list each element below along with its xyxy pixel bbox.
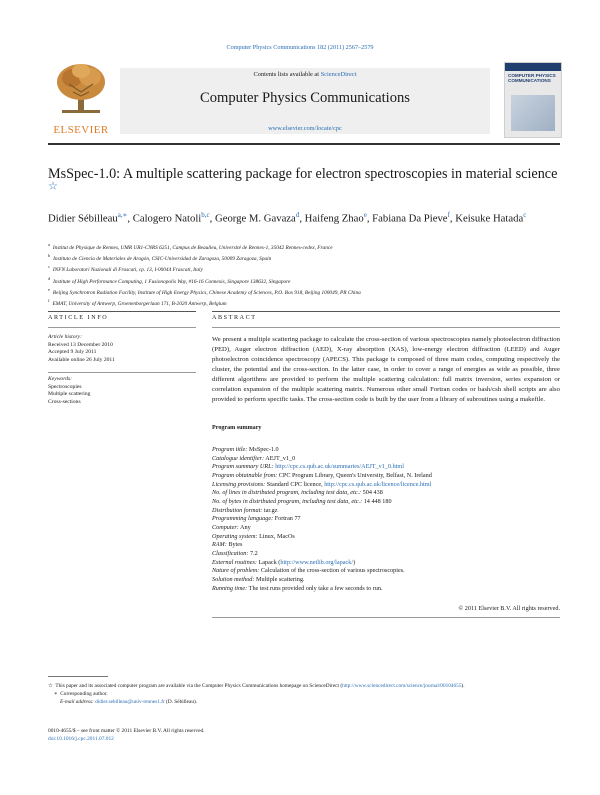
author-separator: , xyxy=(127,212,133,225)
summary-key: External routines: xyxy=(212,558,257,566)
keywords-rule xyxy=(48,372,196,373)
affiliation-text: Institut de Physique de Rennes, UMR UR1-CNRS 6251, Campus de Beaulieu, Université de Rennes-1, 35042 Rennes-cedex, France xyxy=(52,244,333,251)
author-affiliation-marker[interactable]: d xyxy=(295,211,300,219)
program-summary-row xyxy=(212,541,560,550)
summary-suffix: ) xyxy=(353,558,356,566)
footnote-star-close: ). xyxy=(461,683,465,689)
author-affiliation-marker[interactable]: a,∗ xyxy=(117,211,128,219)
author-name: Calogero Natoli xyxy=(132,212,202,225)
abstract-rule xyxy=(212,311,560,312)
author-affiliation-marker[interactable]: e xyxy=(363,211,367,219)
email-owner: (D. Sébilleau). xyxy=(164,699,198,706)
abstract-subrule xyxy=(212,327,560,328)
summary-value: Bytes xyxy=(226,541,243,549)
affiliation-marker: d xyxy=(48,275,51,281)
abstract-end-rule xyxy=(212,617,560,618)
program-summary-row xyxy=(212,515,560,524)
summary-key: Solution method: xyxy=(212,575,255,583)
affiliation-text: Beijing Synchrotron Radiation Facility, Institute of High Energy Physics, Chinese Academy of Sciences, P.O. Box 918, Beijing 100049, PR China xyxy=(52,289,361,296)
cover-band xyxy=(505,63,561,71)
affiliation-marker: c xyxy=(48,264,50,270)
summary-value: 504 438 xyxy=(361,489,383,497)
article-info-rule xyxy=(48,311,196,312)
corr-text: Corresponding author. xyxy=(60,691,108,698)
summary-value: Standard CPC licence, xyxy=(265,480,325,488)
summary-value: Lapack ( xyxy=(256,558,281,566)
summary-value: Fortran 77 xyxy=(273,515,301,523)
program-summary-row xyxy=(212,481,560,490)
issn-line: 0010-4655/$ – see front matter © 2011 Elsevier B.V. All rights reserved. xyxy=(48,728,205,734)
issn-block xyxy=(48,727,560,744)
affiliation xyxy=(48,275,568,286)
summary-key: Licensing provisions: xyxy=(212,480,266,488)
program-summary-row xyxy=(212,524,560,533)
program-summary-row xyxy=(212,463,560,472)
summary-value: Any xyxy=(238,523,251,531)
summary-key: Distribution format: xyxy=(212,506,263,514)
history-online: Available online 26 July 2011 xyxy=(48,356,115,363)
email-link[interactable]: didier.sebilleau@univ-rennes1.fr xyxy=(95,699,165,706)
affiliation-text: Instituto de Ciencia de Materiales de Aragón, CSIC-Universidad de Zaragoza, 50009 Zaragoza, Spain xyxy=(53,255,272,262)
program-summary-row xyxy=(212,567,560,576)
summary-value: CPC Program Library, Queen's University, Belfast, N. Ireland xyxy=(277,471,432,479)
contents-prefix: Contents lists available at xyxy=(253,71,321,78)
summary-value: tar.gz xyxy=(262,506,278,514)
keyword: Multiple scattering xyxy=(48,391,91,398)
footnote-rule xyxy=(48,676,108,677)
summary-link[interactable]: http://cpc.cs.qub.ac.uk/licence/licence.html xyxy=(324,480,432,488)
summary-link[interactable]: http://www.netlib.org/lapack/ xyxy=(280,558,354,566)
program-summary-row xyxy=(212,576,560,585)
email-note xyxy=(48,698,560,706)
summary-value: The test runs provided only take a few seconds to run. xyxy=(247,584,383,592)
affiliation-text: Institute of High Performance Computing, 1 Fusionopolis Way, #16-16 Connexis, Singapore 138632, Singapore xyxy=(53,278,291,285)
masthead-rule xyxy=(48,143,560,145)
sciencedirect-homepage-link[interactable]: http://www.sciencedirect.com/science/journal/00104655 xyxy=(342,683,462,689)
summary-key: No. of bytes in distributed program, including test data, etc.: xyxy=(212,497,363,505)
summary-value: 14 448 180 xyxy=(362,497,392,505)
author-affiliation-marker[interactable]: f xyxy=(447,211,450,219)
author-name: Haifeng Zhao xyxy=(304,212,364,225)
summary-key: No. of lines in distributed program, including test data, etc.: xyxy=(212,489,362,497)
paper-title xyxy=(48,166,568,200)
author-separator: , xyxy=(209,212,215,225)
email-label: E-mail address: xyxy=(60,699,94,706)
program-summary-row xyxy=(212,446,560,455)
affiliation-marker: a xyxy=(48,242,50,247)
keywords-block xyxy=(48,376,196,406)
summary-key: Programming language: xyxy=(212,515,274,523)
program-summary-row xyxy=(212,550,560,559)
program-summary-row xyxy=(212,498,560,507)
affiliation xyxy=(48,263,568,274)
abstract-text: We present a multiple scattering package to calculate the cross-section of various spectroscopies namely photoelectron diffraction (PED), Auger electron diffraction (AED), X-ray absorption (XAS), low-energy electron diffraction (LEED) and Auger photoelectron coincidence spectroscopy (APECS). This package is composed of three main codes, computing respectively the cluster, the potential and the cross-section. In the latter case, in order to cover a range of energies as wide as possible, three different algorithms are provided to perform the multiple scattering calculation: full matrix inversion, series expansion or correlation expansion of the multiple scattering matrix. Numerous other small Fortran codes or bash/csh shell scripts are also provided to perform specific tasks. The cross-section code is built by the user from a library of subroutines using a makefile. xyxy=(212,336,560,403)
masthead xyxy=(48,60,564,138)
journal-cover-thumbnail xyxy=(504,62,562,138)
affiliation-list xyxy=(48,241,568,308)
publisher-name: ELSEVIER xyxy=(53,124,109,136)
title-footnote-star[interactable]: ☆ xyxy=(48,180,58,193)
author-affiliation-marker[interactable]: c xyxy=(523,211,527,219)
program-summary-row xyxy=(212,585,560,594)
affiliation-text: INFN Laboratori Nazionali di Frascati, cp. 13, I-00044 Frascati, Italy xyxy=(52,267,203,274)
journal-reference[interactable]: Computer Physics Communications 182 (2011) 2567–2579 xyxy=(226,44,374,51)
footnote-star-text: This paper and its associated computer program are available via the Computer Physics Communications homepage on ScienceDirect ( xyxy=(55,683,343,689)
summary-key: Program summary URL: xyxy=(212,463,274,471)
affiliation-marker: e xyxy=(48,286,50,292)
affiliation-marker: f xyxy=(48,297,50,303)
summary-value: MsSpec-1.0 xyxy=(247,446,279,453)
journal-banner xyxy=(120,68,490,134)
author-name: Didier Sébilleau xyxy=(48,212,118,225)
affiliation xyxy=(48,286,568,297)
summary-key: Program obtainable from: xyxy=(212,471,278,479)
cover-title: COMPUTER PHYSICS COMMUNICATIONS xyxy=(508,73,556,84)
program-summary xyxy=(212,446,560,593)
copyright-line: © 2011 Elsevier B.V. All rights reserved. xyxy=(458,605,560,612)
summary-key: Nature of problem: xyxy=(212,567,260,575)
program-summary-heading: Program summary xyxy=(212,425,262,431)
summary-key: Operating system: xyxy=(212,532,258,540)
keyword: Cross-sections xyxy=(48,398,81,405)
summary-key: Running time: xyxy=(212,584,248,592)
abstract-heading: ABSTRACT xyxy=(212,315,257,321)
cover-artwork xyxy=(511,95,555,131)
affiliation xyxy=(48,252,568,263)
author-name: George M. Gavaza xyxy=(214,212,296,225)
sciencedirect-link[interactable]: ScienceDirect xyxy=(320,71,357,78)
article-info-heading: ARTICLE INFO xyxy=(48,315,109,321)
program-summary-row xyxy=(212,472,560,481)
summary-key: RAM: xyxy=(212,541,227,549)
author-list xyxy=(48,208,568,227)
summary-value: Linux, MacOs xyxy=(257,532,295,540)
author-affiliation-marker[interactable]: b,c xyxy=(201,211,210,219)
doi-link[interactable]: doi:10.1016/j.cpc.2011.07.012 xyxy=(48,736,114,743)
affiliation xyxy=(48,297,568,308)
summary-value: AEJT_v1_0 xyxy=(264,454,296,462)
footnote-star-mark: ☆ xyxy=(48,683,53,689)
contents-line xyxy=(120,71,490,78)
corr-mark: ∗ xyxy=(54,691,58,698)
footnotes xyxy=(48,682,560,707)
summary-value: Calculation of the cross-section of various spectroscopies. xyxy=(259,567,405,575)
affiliation xyxy=(48,241,568,252)
summary-link[interactable]: http://cpc.cs.qub.ac.uk/summaries/AEJT_v1_0.html xyxy=(275,463,404,471)
summary-key: Program title: xyxy=(212,446,248,453)
journal-title: Computer Physics Communications xyxy=(200,90,410,106)
elsevier-tree-icon xyxy=(54,62,108,114)
program-summary-row xyxy=(212,455,560,464)
summary-key: Computer: xyxy=(212,523,239,531)
history-received: Received 13 December 2010 xyxy=(48,341,113,348)
keyword: Spectroscopies xyxy=(48,383,82,390)
corresponding-author-note xyxy=(48,690,560,698)
summary-value: 7.2 xyxy=(248,549,258,557)
author-separator: , xyxy=(449,212,453,225)
article-history xyxy=(48,334,196,364)
author-name: Fabiana Da Pieve xyxy=(372,212,448,225)
keywords-label: Keywords: xyxy=(48,376,73,382)
author-separator: , xyxy=(366,212,373,225)
summary-key: Classification: xyxy=(212,549,249,557)
title-footnote xyxy=(48,682,560,690)
program-summary-row xyxy=(212,533,560,542)
program-summary-row xyxy=(212,507,560,516)
program-summary-row xyxy=(212,489,560,498)
elsevier-logo xyxy=(48,62,114,136)
history-accepted: Accepted 9 July 2011 xyxy=(48,349,97,356)
summary-value: Multiple scattering. xyxy=(254,575,305,583)
paper-title-text: MsSpec-1.0: A multiple scattering package for electron spectroscopies in material science xyxy=(48,166,558,182)
affiliation-text: EMAT, University of Antwerp, Groenenborgerlaan 171, B-2020 Antwerp, Belgium xyxy=(52,300,227,307)
history-label: Article history: xyxy=(48,334,83,340)
summary-key: Catalogue identifier: xyxy=(212,454,265,462)
article-info-subrule xyxy=(48,327,196,328)
author-separator: , xyxy=(299,212,305,225)
affiliation-marker: b xyxy=(48,253,51,259)
author-name: Keisuke Hatada xyxy=(455,212,524,225)
journal-homepage-link[interactable]: www.elsevier.com/locate/cpc xyxy=(268,125,342,132)
program-summary-row xyxy=(212,559,560,568)
